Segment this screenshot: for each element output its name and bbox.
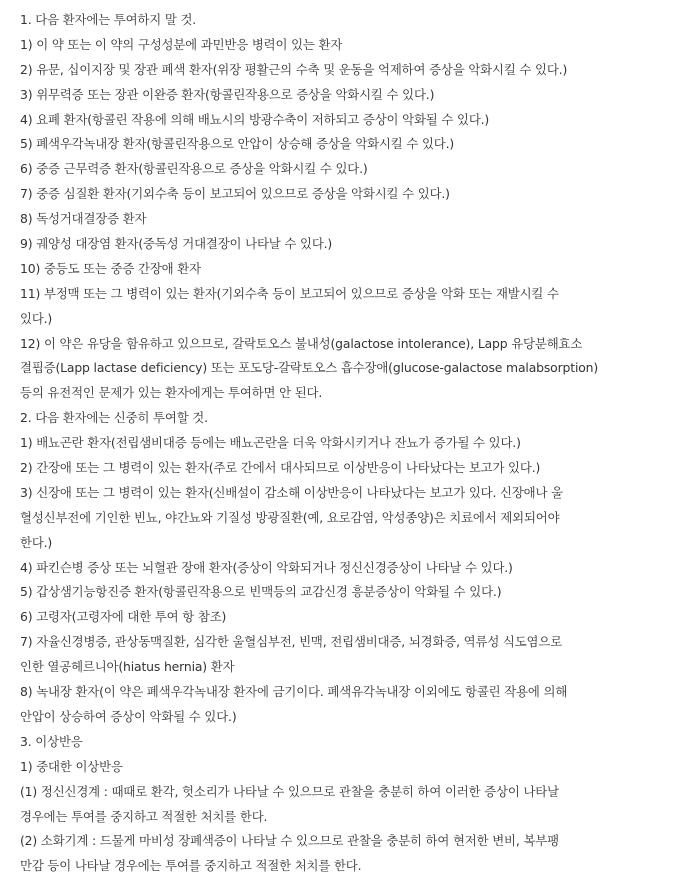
text-line: 1) 배뇨곤란 환자(전립샘비대증 등에는 배뇨곤란을 더욱 악화시키거나 잔뇨가 증가될 수 있다.) bbox=[20, 435, 521, 451]
text-line: 9) 궤양성 대장염 환자(중독성 거대결장이 나타날 수 있다.) bbox=[20, 236, 333, 252]
subsection-heading: 1) 중대한 이상반응 bbox=[20, 758, 123, 774]
text-line: 12) 이 약은 유당을 함유하고 있으므로, 갈락토오스 불내성(galactose intolerance), Lapp 유당분해효소 bbox=[20, 335, 583, 351]
text-line: 2) 간장애 또는 그 병력이 있는 환자(주로 간에서 대사되므로 이상반응이 나타났다는 보고가 있다.) bbox=[20, 460, 541, 476]
text-line: 경우에는 투여를 중지하고 적절한 처치를 한다. bbox=[20, 808, 268, 824]
text-line: 5) 폐색우각녹내장 환자(항콜린작용으로 안압이 상승해 증상을 악화시킬 수 있다.) bbox=[20, 136, 455, 152]
text-line: 7) 자율신경병증, 관상동맥질환, 심각한 울혈심부전, 빈맥, 전립샘비대증, 뇌경화증, 역류성 식도염으로 bbox=[20, 634, 563, 650]
text-line: 6) 고령자(고령자에 대한 투여 항 참조) bbox=[20, 609, 227, 625]
text-line: 10) 중등도 또는 중증 간장애 환자 bbox=[20, 260, 201, 276]
text-line: 5) 갑상샘기능항진증 환자(항콜린작용으로 빈맥등의 교감신경 흥분증상이 악화될 수 있다.) bbox=[20, 584, 502, 600]
text-line: 결핍증(Lapp lactase deficiency) 또는 포도당-갈락토오스 흡수장애(glucose-galactose malabsorption) bbox=[20, 360, 599, 376]
text-line: 11) 부정맥 또는 그 병력이 있는 환자(기외수축 등이 보고되어 있으므로 증상을 악화 또는 재발시킬 수 bbox=[20, 285, 559, 301]
text-line: 3) 위무력증 또는 장관 이완증 환자(항콜린작용으로 증상을 악화시킬 수 있다.) bbox=[20, 86, 435, 102]
section-heading: 3. 이상반응 bbox=[20, 733, 83, 749]
document-body bbox=[20, 8, 682, 879]
text-line: 4) 요폐 환자(항콜린 작용에 의해 배뇨시의 방광수축이 저하되고 증상이 악화될 수 있다.) bbox=[20, 111, 490, 127]
text-line: 2) 유문, 십이지장 및 장관 폐색 환자(위장 평활근의 수축 및 운동을 억제하여 증상을 악화시킬 수 있다.) bbox=[20, 61, 568, 77]
text-line: 3) 신장애 또는 그 병력이 있는 환자(신배설이 감소해 이상반응이 나타났다는 보고가 있다. 신장애나 울 bbox=[20, 484, 563, 500]
text-line: 8) 독성거대결장증 환자 bbox=[20, 211, 147, 227]
text-line: 1) 이 약 또는 이 약의 구성성분에 과민반응 병력이 있는 환자 bbox=[20, 36, 343, 52]
text-line: 한다.) bbox=[20, 534, 53, 550]
text-line: 안압이 상승하여 증상이 악화될 수 있다.) bbox=[20, 708, 237, 724]
text-line: 혈성신부전에 기인한 빈뇨, 야간뇨와 기질성 방광질환(예, 요로감염, 악성종양)은 치료에서 제외되어야 bbox=[20, 509, 560, 525]
text-line: 4) 파킨슨병 증상 또는 뇌혈관 장애 환자(증상이 악화되거나 정신신경증상이 나타날 수 있다.) bbox=[20, 559, 513, 575]
text-line: (1) 정신신경계 : 때때로 환각, 헛소리가 나타날 수 있으므로 관찰을 충분히 하여 이러한 증상이 나타날 bbox=[20, 783, 559, 799]
text-line: 인한 열공헤르니아(hiatus hernia) 환자 bbox=[20, 659, 235, 675]
section-heading: 1. 다음 환자에는 투여하지 말 것. bbox=[20, 12, 197, 27]
text-line: 8) 녹내장 환자(이 약은 폐색우각녹내장 환자에 금기이다. 폐색유각녹내장 이외에도 항콜린 작용에 의해 bbox=[20, 684, 568, 700]
text-line: 7) 중증 심질환 환자(기외수축 등이 보고되어 있으므로 증상을 악화시킬 수 있다.) bbox=[20, 186, 450, 202]
text-line: 6) 중증 근무력증 환자(항콜린작용으로 증상을 악화시킬 수 있다.) bbox=[20, 161, 368, 177]
text-line: 등의 유전적인 문제가 있는 환자에게는 투여하면 안 된다. bbox=[20, 385, 323, 401]
text-line: 만감 등이 나타날 경우에는 투여를 중지하고 적절한 처치를 한다. bbox=[20, 858, 362, 874]
text-line: (2) 소화기계 : 드물게 마비성 장폐색증이 나타날 수 있으므로 관찰을 충분히 하여 현저한 변비, 복부팽 bbox=[20, 833, 559, 849]
section-heading: 2. 다음 환자에는 신중히 투여할 것. bbox=[20, 410, 208, 426]
text-line: 있다.) bbox=[20, 310, 53, 326]
